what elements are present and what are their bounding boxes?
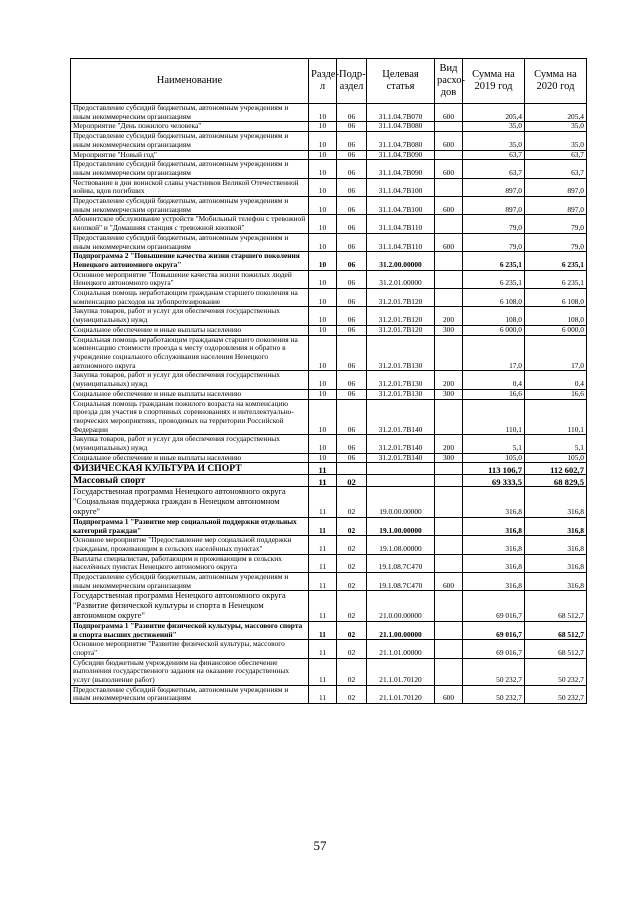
cell-expense-type xyxy=(435,658,463,685)
table-row xyxy=(71,554,587,572)
cell-subsection: 06 xyxy=(337,178,367,196)
cell-name: ФИЗИЧЕСКАЯ КУЛЬТУРА И СПОРТ xyxy=(71,463,309,475)
cell-sum-2020: 63,7 xyxy=(525,160,587,178)
page-number: 57 xyxy=(313,838,327,853)
cell-sum-2020: 897,0 xyxy=(525,197,587,215)
table-row xyxy=(71,197,587,215)
cell-sum-2020: 68 512,7 xyxy=(525,621,587,639)
cell-name: Закупка товаров, работ и услуг для обеспечения государственных (муниципальных) нужд xyxy=(71,371,309,389)
cell-target-article xyxy=(367,463,435,475)
cell-section: 10 xyxy=(309,371,337,389)
cell-sum-2020: 35,0 xyxy=(525,122,587,132)
cell-expense-type xyxy=(435,178,463,196)
cell-sum-2020: 316,8 xyxy=(525,536,587,554)
cell-section: 10 xyxy=(309,435,337,453)
cell-sum-2019: 316,8 xyxy=(463,487,525,517)
table-row xyxy=(71,178,587,196)
cell-name: Социальное обеспечение и иные выплаты населению xyxy=(71,325,309,335)
cell-subsection: 06 xyxy=(337,252,367,270)
cell-sum-2020: 205,4 xyxy=(525,104,587,122)
cell-sum-2019: 6 108,0 xyxy=(463,289,525,307)
table-header xyxy=(71,59,587,104)
cell-sum-2020: 0,4 xyxy=(525,371,587,389)
cell-name: Государственная программа Ненецкого автономного округа "Социальная поддержка граждан в Ненецком автономном округе" xyxy=(71,487,309,517)
cell-sum-2020: 79,0 xyxy=(525,215,587,233)
cell-sum-2019: 897,0 xyxy=(463,178,525,196)
cell-section: 10 xyxy=(309,215,337,233)
cell-sum-2019: 105,0 xyxy=(463,453,525,463)
cell-sum-2020: 68 512,7 xyxy=(525,640,587,658)
table-row xyxy=(71,435,587,453)
cell-target-article: 21.1.01.00000 xyxy=(367,640,435,658)
cell-sum-2019: 69 333,5 xyxy=(463,475,525,487)
cell-sum-2019: 63,7 xyxy=(463,160,525,178)
cell-name: Социальная помощь гражданам пожилого возраста на компенсацию проезда для участия в спортивных соревнованиях и интеллектуально-творческих мероприятиях, проводимых на территории Российской Федерации xyxy=(71,399,309,435)
table-row xyxy=(71,517,587,535)
table-row xyxy=(71,104,587,122)
cell-expense-type xyxy=(435,215,463,233)
cell-expense-type xyxy=(435,270,463,288)
header-section: Раздел xyxy=(309,59,337,104)
cell-subsection: 06 xyxy=(337,233,367,251)
cell-target-article: 31.1.04.7В100 xyxy=(367,178,435,196)
cell-subsection: 06 xyxy=(337,325,367,335)
cell-subsection: 06 xyxy=(337,215,367,233)
cell-sum-2019: 108,0 xyxy=(463,307,525,325)
table-row xyxy=(71,685,587,703)
cell-expense-type xyxy=(435,554,463,572)
cell-expense-type: 300 xyxy=(435,325,463,335)
cell-section: 10 xyxy=(309,132,337,150)
table-row xyxy=(71,335,587,371)
cell-name: Абонентское обслуживание устройств "Мобильный телефон с тревожной кнопкой" и "Домашняя станция с тревожной кнопкой" xyxy=(71,215,309,233)
cell-subsection: 02 xyxy=(337,554,367,572)
cell-expense-type: 600 xyxy=(435,132,463,150)
cell-name: Предоставление субсидий бюджетным, автономным учреждениям и иным некоммерческим организациям xyxy=(71,132,309,150)
cell-sum-2020: 16,6 xyxy=(525,389,587,399)
cell-target-article xyxy=(367,475,435,487)
table-row xyxy=(71,487,587,517)
cell-sum-2020: 110,1 xyxy=(525,399,587,435)
cell-sum-2020: 17,0 xyxy=(525,335,587,371)
cell-sum-2019: 316,8 xyxy=(463,554,525,572)
cell-sum-2019: 17,0 xyxy=(463,335,525,371)
cell-sum-2019: 35,0 xyxy=(463,132,525,150)
table-row xyxy=(71,463,587,475)
cell-name: Предоставление субсидий бюджетным, автономным учреждениям и иным некоммерческим организациям xyxy=(71,104,309,122)
cell-name: Предоставление субсидий бюджетным, автономным учреждениям и иным некоммерческим организациям xyxy=(71,573,309,591)
table-row xyxy=(71,453,587,463)
cell-subsection: 02 xyxy=(337,640,367,658)
header-name: Наименование xyxy=(71,59,309,104)
cell-sum-2019: 316,8 xyxy=(463,517,525,535)
cell-expense-type xyxy=(435,475,463,487)
cell-target-article: 19.0.00.00000 xyxy=(367,487,435,517)
table-row xyxy=(71,573,587,591)
cell-expense-type: 600 xyxy=(435,160,463,178)
cell-section: 11 xyxy=(309,591,337,621)
cell-target-article: 31.1.04.7В110 xyxy=(367,233,435,251)
cell-name: Выплаты специалистам, работающим и проживающим в сельских населённых пунктах Ненецкого автономного округа xyxy=(71,554,309,572)
cell-section: 10 xyxy=(309,104,337,122)
cell-target-article: 31.2.01.7В120 xyxy=(367,325,435,335)
cell-name: Основное мероприятие "Повышение качества жизни пожилых людей Ненецкого автономного округа" xyxy=(71,270,309,288)
cell-expense-type xyxy=(435,335,463,371)
cell-section: 10 xyxy=(309,289,337,307)
cell-sum-2020: 6 000,0 xyxy=(525,325,587,335)
cell-section: 11 xyxy=(309,573,337,591)
cell-section: 11 xyxy=(309,536,337,554)
cell-expense-type xyxy=(435,150,463,160)
cell-name: Субсидии бюджетным учреждениям на финансовое обеспечение выполнения государственного задания на оказание государственных услуг (выполнение работ) xyxy=(71,658,309,685)
cell-section: 10 xyxy=(309,252,337,270)
cell-section: 10 xyxy=(309,270,337,288)
cell-sum-2019: 113 106,7 xyxy=(463,463,525,475)
table-row xyxy=(71,658,587,685)
table-row xyxy=(71,307,587,325)
cell-section: 10 xyxy=(309,335,337,371)
cell-target-article: 31.2.00.00000 xyxy=(367,252,435,270)
cell-sum-2020: 5,1 xyxy=(525,435,587,453)
header-sum-2019: Сумма на 2019 год xyxy=(463,59,525,104)
cell-expense-type: 600 xyxy=(435,233,463,251)
cell-sum-2020: 897,0 xyxy=(525,178,587,196)
cell-sum-2019: 6 000,0 xyxy=(463,325,525,335)
cell-name: Подпрограмма 2 "Повышение качества жизни старшего поколения Ненецкого автономного округа" xyxy=(71,252,309,270)
cell-expense-type xyxy=(435,487,463,517)
cell-name: Социальная помощь неработающим гражданам старшего поколения на компенсацию расходов на зубопротезирование xyxy=(71,289,309,307)
cell-name: Социальная помощь неработающим гражданам старшего поколения на компенсацию стоимости проезда к месту оздоровления и обратно в учреждение социального обслуживания населения Ненецкого автономного округа xyxy=(71,335,309,371)
cell-section: 11 xyxy=(309,463,337,475)
cell-sum-2019: 69 016,7 xyxy=(463,640,525,658)
cell-sum-2020: 112 602,7 xyxy=(525,463,587,475)
cell-subsection: 02 xyxy=(337,685,367,703)
cell-section: 11 xyxy=(309,487,337,517)
cell-subsection: 06 xyxy=(337,371,367,389)
cell-sum-2020: 63,7 xyxy=(525,150,587,160)
cell-expense-type xyxy=(435,289,463,307)
cell-target-article: 21.1.01.70120 xyxy=(367,685,435,703)
cell-name: Предоставление субсидий бюджетным, автономным учреждениям и иным некоммерческим организациям xyxy=(71,197,309,215)
cell-expense-type xyxy=(435,517,463,535)
budget-table xyxy=(70,58,587,704)
cell-sum-2020: 50 232,7 xyxy=(525,685,587,703)
cell-sum-2019: 897,0 xyxy=(463,197,525,215)
cell-section: 10 xyxy=(309,453,337,463)
cell-name: Основное мероприятие "Предоставление мер социальной поддержки гражданам, проживающим в сельских населённых пунктах" xyxy=(71,536,309,554)
cell-expense-type: 200 xyxy=(435,435,463,453)
cell-section: 10 xyxy=(309,150,337,160)
cell-sum-2019: 69 016,7 xyxy=(463,621,525,639)
cell-sum-2020: 316,8 xyxy=(525,487,587,517)
cell-expense-type: 600 xyxy=(435,685,463,703)
cell-expense-type: 300 xyxy=(435,389,463,399)
cell-target-article: 31.1.04.7В080 xyxy=(367,122,435,132)
table-row xyxy=(71,160,587,178)
cell-sum-2019: 316,8 xyxy=(463,536,525,554)
cell-name: Подпрограмма 1 "Развитие физической культуры, массового спорта и спорта высших достижений" xyxy=(71,621,309,639)
cell-subsection: 06 xyxy=(337,150,367,160)
table-row xyxy=(71,132,587,150)
cell-name: Социальное обеспечение и иные выплаты населению xyxy=(71,389,309,399)
table-row xyxy=(71,640,587,658)
cell-name: Подпрограмма 1 "Развитие мер социальной поддержки отдельных категорий граждан" xyxy=(71,517,309,535)
cell-target-article: 31.2.01.7В140 xyxy=(367,435,435,453)
cell-subsection: 06 xyxy=(337,389,367,399)
cell-target-article: 31.2.01.7В130 xyxy=(367,335,435,371)
cell-sum-2019: 50 232,7 xyxy=(463,685,525,703)
cell-section: 11 xyxy=(309,475,337,487)
cell-sum-2020: 68 512,7 xyxy=(525,591,587,621)
cell-name: Закупка товаров, работ и услуг для обеспечения государственных (муниципальных) нужд xyxy=(71,307,309,325)
cell-target-article: 31.2.01.7В130 xyxy=(367,371,435,389)
cell-target-article: 31.1.04.7В080 xyxy=(367,132,435,150)
cell-target-article: 31.2.01.7В120 xyxy=(367,307,435,325)
header-subsection: Подраздел xyxy=(337,59,367,104)
cell-section: 10 xyxy=(309,389,337,399)
cell-sum-2020: 316,8 xyxy=(525,517,587,535)
cell-sum-2020: 316,8 xyxy=(525,573,587,591)
cell-section: 10 xyxy=(309,399,337,435)
cell-section: 11 xyxy=(309,658,337,685)
cell-target-article: 21.1.00.00000 xyxy=(367,621,435,639)
cell-target-article: 21.1.01.70120 xyxy=(367,658,435,685)
cell-subsection: 06 xyxy=(337,435,367,453)
cell-target-article: 19.1.08.7С470 xyxy=(367,554,435,572)
cell-name: Социальное обеспечение и иные выплаты населению xyxy=(71,453,309,463)
cell-subsection: 06 xyxy=(337,307,367,325)
cell-target-article: 31.2.01.7В140 xyxy=(367,453,435,463)
cell-expense-type: 600 xyxy=(435,573,463,591)
cell-section: 10 xyxy=(309,178,337,196)
cell-sum-2019: 316,8 xyxy=(463,573,525,591)
table-row xyxy=(71,536,587,554)
cell-target-article: 21.0.00.00000 xyxy=(367,591,435,621)
cell-target-article: 31.1.04.7В070 xyxy=(367,104,435,122)
cell-subsection xyxy=(337,463,367,475)
header-sum-2020: Сумма на 2020 год xyxy=(525,59,587,104)
cell-sum-2020: 6 235,1 xyxy=(525,270,587,288)
cell-subsection: 02 xyxy=(337,487,367,517)
cell-subsection: 06 xyxy=(337,289,367,307)
cell-expense-type xyxy=(435,122,463,132)
cell-sum-2019: 6 235,1 xyxy=(463,252,525,270)
cell-subsection: 02 xyxy=(337,591,367,621)
cell-section: 10 xyxy=(309,307,337,325)
cell-sum-2020: 79,0 xyxy=(525,233,587,251)
cell-target-article: 19.1.08.00000 xyxy=(367,536,435,554)
cell-target-article: 31.2.01.7В120 xyxy=(367,289,435,307)
cell-name: Основное мероприятие "Развитие физической культуры, массового спорта" xyxy=(71,640,309,658)
cell-name: Предоставление субсидий бюджетным, автономным учреждениям и иным некоммерческим организациям xyxy=(71,685,309,703)
cell-sum-2019: 50 232,7 xyxy=(463,658,525,685)
cell-section: 11 xyxy=(309,685,337,703)
cell-sum-2019: 69 016,7 xyxy=(463,591,525,621)
cell-section: 10 xyxy=(309,160,337,178)
cell-name: Государственная программа Ненецкого автономного округа "Развитие физической культуры и спорта в Ненецком автономном округе" xyxy=(71,591,309,621)
cell-target-article: 31.2.01.7В140 xyxy=(367,399,435,435)
header-target-article: Целевая статья xyxy=(367,59,435,104)
cell-name: Массовый спорт xyxy=(71,475,309,487)
cell-sum-2019: 6 235,1 xyxy=(463,270,525,288)
cell-subsection: 02 xyxy=(337,573,367,591)
cell-subsection: 06 xyxy=(337,399,367,435)
cell-target-article: 31.1.04.7В110 xyxy=(367,215,435,233)
cell-section: 11 xyxy=(309,554,337,572)
cell-name: Предоставление субсидий бюджетным, автономным учреждениям и иным некоммерческим организациям xyxy=(71,160,309,178)
cell-sum-2019: 35,0 xyxy=(463,122,525,132)
cell-sum-2020: 35,0 xyxy=(525,132,587,150)
cell-expense-type xyxy=(435,252,463,270)
cell-name: Мероприятие "День пожилого человека" xyxy=(71,122,309,132)
cell-target-article: 31.1.04.7В090 xyxy=(367,150,435,160)
table-row xyxy=(71,215,587,233)
cell-sum-2020: 50 232,7 xyxy=(525,658,587,685)
cell-expense-type: 200 xyxy=(435,307,463,325)
cell-expense-type: 200 xyxy=(435,371,463,389)
cell-section: 10 xyxy=(309,122,337,132)
cell-sum-2019: 205,4 xyxy=(463,104,525,122)
cell-expense-type xyxy=(435,621,463,639)
cell-target-article: 19.1.08.7С470 xyxy=(367,573,435,591)
cell-expense-type xyxy=(435,640,463,658)
cell-name: Мероприятие "Новый год" xyxy=(71,150,309,160)
cell-expense-type xyxy=(435,591,463,621)
cell-target-article: 19.1.00.00000 xyxy=(367,517,435,535)
cell-name: Чествование в дни воинской славы участников Великой Отечественной войны, вдов погибших xyxy=(71,178,309,196)
cell-subsection: 06 xyxy=(337,453,367,463)
table-row xyxy=(71,233,587,251)
table-row xyxy=(71,399,587,435)
cell-sum-2020: 6 108,0 xyxy=(525,289,587,307)
cell-subsection: 06 xyxy=(337,335,367,371)
cell-sum-2020: 316,8 xyxy=(525,554,587,572)
cell-subsection: 06 xyxy=(337,104,367,122)
cell-section: 10 xyxy=(309,325,337,335)
cell-expense-type: 600 xyxy=(435,197,463,215)
budget-page xyxy=(70,58,586,704)
table-body xyxy=(71,104,587,704)
cell-subsection: 06 xyxy=(337,122,367,132)
cell-expense-type: 600 xyxy=(435,104,463,122)
cell-target-article: 31.1.04.7В090 xyxy=(367,160,435,178)
cell-sum-2019: 16,6 xyxy=(463,389,525,399)
cell-section: 11 xyxy=(309,517,337,535)
cell-section: 10 xyxy=(309,233,337,251)
cell-target-article: 31.2.01.7В130 xyxy=(367,389,435,399)
table-row xyxy=(71,371,587,389)
cell-sum-2019: 110,1 xyxy=(463,399,525,435)
cell-target-article: 31.1.04.7В100 xyxy=(367,197,435,215)
cell-sum-2020: 108,0 xyxy=(525,307,587,325)
header-expense-type: Вид расходов xyxy=(435,59,463,104)
table-row xyxy=(71,325,587,335)
table-row xyxy=(71,252,587,270)
cell-subsection: 06 xyxy=(337,197,367,215)
cell-sum-2019: 79,0 xyxy=(463,233,525,251)
cell-sum-2019: 79,0 xyxy=(463,215,525,233)
cell-sum-2020: 105,0 xyxy=(525,453,587,463)
cell-sum-2019: 5,1 xyxy=(463,435,525,453)
cell-subsection: 02 xyxy=(337,536,367,554)
table-row xyxy=(71,475,587,487)
cell-subsection: 02 xyxy=(337,621,367,639)
cell-subsection: 06 xyxy=(337,270,367,288)
cell-sum-2020: 6 235,1 xyxy=(525,252,587,270)
cell-section: 11 xyxy=(309,640,337,658)
table-row xyxy=(71,270,587,288)
cell-expense-type xyxy=(435,399,463,435)
cell-name: Закупка товаров, работ и услуг для обеспечения государственных (муниципальных) нужд xyxy=(71,435,309,453)
cell-subsection: 02 xyxy=(337,658,367,685)
cell-sum-2019: 0,4 xyxy=(463,371,525,389)
cell-name: Предоставление субсидий бюджетным, автономным учреждениям и иным некоммерческим организациям xyxy=(71,233,309,251)
cell-subsection: 02 xyxy=(337,475,367,487)
cell-expense-type: 300 xyxy=(435,453,463,463)
cell-subsection: 02 xyxy=(337,517,367,535)
table-row xyxy=(71,289,587,307)
cell-section: 10 xyxy=(309,197,337,215)
cell-target-article: 31.2.01.00000 xyxy=(367,270,435,288)
cell-subsection: 06 xyxy=(337,160,367,178)
cell-section: 11 xyxy=(309,621,337,639)
cell-sum-2019: 63,7 xyxy=(463,150,525,160)
cell-expense-type xyxy=(435,463,463,475)
table-row xyxy=(71,591,587,621)
cell-expense-type xyxy=(435,536,463,554)
cell-sum-2020: 68 829,5 xyxy=(525,475,587,487)
table-row xyxy=(71,389,587,399)
cell-subsection: 06 xyxy=(337,132,367,150)
table-row xyxy=(71,621,587,639)
